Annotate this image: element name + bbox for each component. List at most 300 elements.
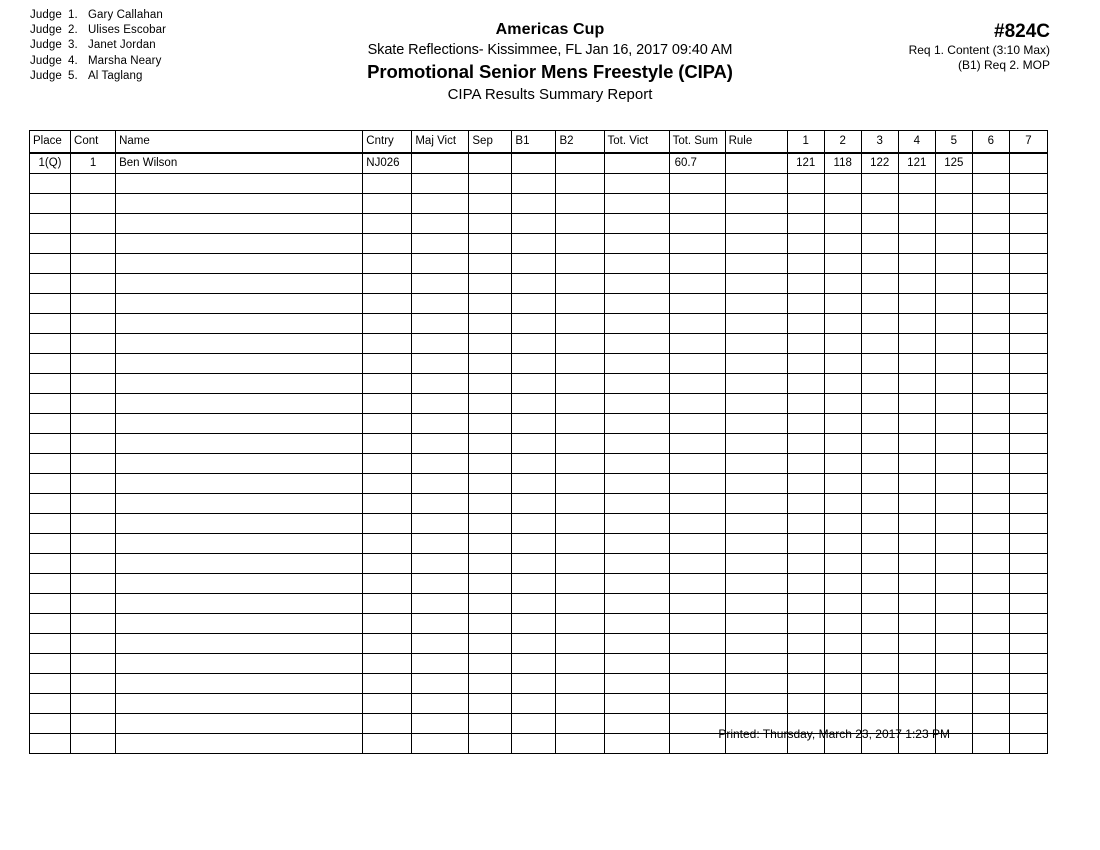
table-row-empty[interactable] bbox=[30, 634, 1048, 654]
cell-empty bbox=[512, 174, 556, 194]
column-header-b1: B1 bbox=[512, 131, 556, 154]
cell-empty bbox=[116, 554, 363, 574]
judge-name: Gary Callahan bbox=[88, 9, 163, 21]
cell-empty bbox=[30, 494, 71, 514]
cell-empty bbox=[935, 254, 972, 274]
cell-empty bbox=[972, 494, 1009, 514]
judge-number: 3. bbox=[68, 39, 78, 52]
cell-empty bbox=[556, 434, 604, 454]
cell-empty bbox=[972, 374, 1009, 394]
cell-empty bbox=[898, 454, 935, 474]
table-row-empty[interactable] bbox=[30, 214, 1048, 234]
cell-empty bbox=[30, 434, 71, 454]
cell-empty bbox=[787, 474, 824, 494]
cell-empty bbox=[898, 214, 935, 234]
cell-empty bbox=[30, 374, 71, 394]
cell-empty bbox=[861, 214, 898, 234]
cell-empty bbox=[1009, 434, 1047, 454]
table-row-empty[interactable] bbox=[30, 334, 1048, 354]
cell-empty bbox=[469, 534, 512, 554]
cell-judge-score-5: 125 bbox=[935, 153, 972, 174]
cell-empty bbox=[935, 694, 972, 714]
cell-empty bbox=[116, 454, 363, 474]
column-header-sep: Sep bbox=[469, 131, 512, 154]
cell-empty bbox=[30, 474, 71, 494]
cell-empty bbox=[469, 374, 512, 394]
cell-empty bbox=[1009, 674, 1047, 694]
cell-empty bbox=[669, 594, 725, 614]
judge-name: Al Taglang bbox=[88, 69, 143, 82]
cell-empty bbox=[935, 294, 972, 314]
cell-empty bbox=[556, 394, 604, 414]
cell-empty bbox=[71, 654, 116, 674]
cell-empty bbox=[972, 294, 1009, 314]
cell-empty bbox=[469, 614, 512, 634]
cell-empty bbox=[412, 314, 469, 334]
cell-empty bbox=[1009, 374, 1047, 394]
cell-empty bbox=[787, 634, 824, 654]
table-row-empty[interactable] bbox=[30, 434, 1048, 454]
cell-empty bbox=[30, 194, 71, 214]
cell-empty bbox=[1009, 394, 1047, 414]
cell-empty bbox=[116, 254, 363, 274]
cell-empty bbox=[116, 294, 363, 314]
table-row-empty[interactable] bbox=[30, 614, 1048, 634]
cell-empty bbox=[898, 574, 935, 594]
cell-empty bbox=[71, 614, 116, 634]
cell-empty bbox=[412, 294, 469, 314]
cell-empty bbox=[824, 374, 861, 394]
cell-empty bbox=[861, 174, 898, 194]
cell-empty bbox=[512, 274, 556, 294]
cell-empty bbox=[556, 574, 604, 594]
table-row-empty[interactable] bbox=[30, 654, 1048, 674]
table-row-empty[interactable] bbox=[30, 394, 1048, 414]
cell-empty bbox=[469, 354, 512, 374]
cell-empty bbox=[556, 414, 604, 434]
cell-empty bbox=[30, 514, 71, 534]
cell-empty bbox=[787, 594, 824, 614]
cell-empty bbox=[604, 274, 669, 294]
cell-empty bbox=[604, 654, 669, 674]
table-row-empty[interactable] bbox=[30, 454, 1048, 474]
cell-judge-score-2: 118 bbox=[824, 153, 861, 174]
cell-empty bbox=[512, 314, 556, 334]
event-title: Americas Cup bbox=[495, 21, 605, 38]
cell-empty bbox=[787, 174, 824, 194]
table-row-empty[interactable] bbox=[30, 594, 1048, 614]
cell-empty bbox=[824, 674, 861, 694]
cell-empty bbox=[669, 354, 725, 374]
table-row-empty[interactable] bbox=[30, 534, 1048, 554]
table-row[interactable] bbox=[30, 153, 1048, 174]
cell-empty bbox=[898, 494, 935, 514]
cell-empty bbox=[787, 674, 824, 694]
cell-empty bbox=[71, 314, 116, 334]
cell-empty bbox=[898, 694, 935, 714]
cell-empty bbox=[469, 634, 512, 654]
cell-empty bbox=[861, 654, 898, 674]
column-header-rule: Rule bbox=[725, 131, 787, 154]
table-row-empty[interactable] bbox=[30, 294, 1048, 314]
cell-empty bbox=[935, 234, 972, 254]
cell-empty bbox=[30, 294, 71, 314]
cell-empty bbox=[972, 554, 1009, 574]
cell-empty bbox=[669, 474, 725, 494]
cell-empty bbox=[1009, 614, 1047, 634]
cell-empty bbox=[824, 574, 861, 594]
cell-empty bbox=[71, 554, 116, 574]
cell-empty bbox=[725, 274, 787, 294]
cell-empty bbox=[972, 474, 1009, 494]
cell-empty bbox=[972, 574, 1009, 594]
table-row-empty[interactable] bbox=[30, 234, 1048, 254]
cell-empty bbox=[412, 254, 469, 274]
cell-empty bbox=[898, 414, 935, 434]
cell-empty bbox=[363, 394, 412, 414]
cell-empty bbox=[725, 574, 787, 594]
judge-number: 2. bbox=[68, 24, 78, 37]
cell-empty bbox=[725, 314, 787, 334]
judge-label: Judge bbox=[30, 54, 62, 67]
cell-empty bbox=[898, 594, 935, 614]
column-header-7: 7 bbox=[1009, 131, 1047, 154]
cell-empty bbox=[116, 654, 363, 674]
table-row-empty[interactable] bbox=[30, 254, 1048, 274]
column-header-tot-vict: Tot. Vict bbox=[604, 131, 669, 154]
cell-empty bbox=[1009, 654, 1047, 674]
cell-empty bbox=[556, 174, 604, 194]
table-row-empty[interactable] bbox=[30, 314, 1048, 334]
cell-empty bbox=[1009, 534, 1047, 554]
cell-empty bbox=[972, 514, 1009, 534]
cell-empty bbox=[935, 274, 972, 294]
cell-empty bbox=[824, 634, 861, 654]
cell-empty bbox=[556, 474, 604, 494]
cell-empty bbox=[861, 234, 898, 254]
cell-empty bbox=[972, 434, 1009, 454]
cell-empty bbox=[1009, 314, 1047, 334]
cell-empty bbox=[861, 194, 898, 214]
cell-empty bbox=[669, 374, 725, 394]
cell-empty bbox=[824, 614, 861, 634]
column-header-place: Place bbox=[30, 131, 71, 154]
cell-empty bbox=[604, 394, 669, 414]
cell-empty bbox=[935, 174, 972, 194]
cell-empty bbox=[412, 674, 469, 694]
table-row-empty[interactable] bbox=[30, 414, 1048, 434]
cell-empty bbox=[861, 394, 898, 414]
cell-empty bbox=[725, 174, 787, 194]
cell-empty bbox=[412, 334, 469, 354]
cell-empty bbox=[556, 554, 604, 574]
cell-empty bbox=[30, 314, 71, 334]
cell-empty bbox=[725, 514, 787, 534]
cell-empty bbox=[512, 294, 556, 314]
cell-empty bbox=[787, 694, 824, 714]
cell-empty bbox=[363, 174, 412, 194]
cell-empty bbox=[725, 294, 787, 314]
cell-empty bbox=[669, 514, 725, 534]
cell-empty bbox=[469, 434, 512, 454]
cell-empty bbox=[116, 414, 363, 434]
cell-empty bbox=[1009, 634, 1047, 654]
cell-empty bbox=[935, 394, 972, 414]
cell-empty bbox=[512, 354, 556, 374]
cell-empty bbox=[725, 334, 787, 354]
cell-empty bbox=[512, 374, 556, 394]
cell-empty bbox=[363, 594, 412, 614]
requirement-1: Req 1. Content (3:10 Max) bbox=[908, 43, 1050, 57]
cell-empty bbox=[412, 554, 469, 574]
cell-empty bbox=[604, 574, 669, 594]
cell-empty bbox=[787, 494, 824, 514]
cell-empty bbox=[669, 234, 725, 254]
cell-empty bbox=[725, 614, 787, 634]
cell-empty bbox=[1009, 574, 1047, 594]
cell-empty bbox=[898, 634, 935, 654]
cell-empty bbox=[512, 574, 556, 594]
column-header-3: 3 bbox=[861, 131, 898, 154]
cell-empty bbox=[935, 334, 972, 354]
cell-empty bbox=[669, 334, 725, 354]
cell-empty bbox=[71, 254, 116, 274]
table-row-empty[interactable] bbox=[30, 494, 1048, 514]
cell-empty bbox=[363, 694, 412, 714]
table-row-empty[interactable] bbox=[30, 174, 1048, 194]
table-row-empty[interactable] bbox=[30, 354, 1048, 374]
cell-empty bbox=[71, 574, 116, 594]
table-row-empty[interactable] bbox=[30, 554, 1048, 574]
cell-empty bbox=[898, 674, 935, 694]
cell-empty bbox=[972, 314, 1009, 334]
cell-empty bbox=[71, 594, 116, 614]
cell-rule bbox=[725, 153, 787, 174]
cell-empty bbox=[469, 454, 512, 474]
cell-empty bbox=[30, 674, 71, 694]
cell-empty bbox=[412, 274, 469, 294]
cell-empty bbox=[363, 614, 412, 634]
cell-empty bbox=[787, 434, 824, 454]
cell-empty bbox=[412, 534, 469, 554]
cell-empty bbox=[71, 454, 116, 474]
cell-empty bbox=[935, 354, 972, 374]
cell-empty bbox=[512, 334, 556, 354]
table-row-empty[interactable] bbox=[30, 374, 1048, 394]
cell-empty bbox=[469, 694, 512, 714]
cell-empty bbox=[935, 494, 972, 514]
cell-empty bbox=[30, 254, 71, 274]
cell-empty bbox=[116, 534, 363, 554]
cell-empty bbox=[469, 514, 512, 534]
cell-cntry: NJ026 bbox=[363, 153, 412, 174]
table-row-empty[interactable] bbox=[30, 194, 1048, 214]
cell-empty bbox=[469, 294, 512, 314]
cell-empty bbox=[116, 334, 363, 354]
cell-empty bbox=[935, 454, 972, 474]
cell-empty bbox=[861, 474, 898, 494]
cell-empty bbox=[469, 234, 512, 254]
cell-empty bbox=[556, 374, 604, 394]
cell-empty bbox=[71, 494, 116, 514]
cell-empty bbox=[469, 654, 512, 674]
cell-empty bbox=[71, 234, 116, 254]
cell-empty bbox=[787, 534, 824, 554]
cell-empty bbox=[556, 354, 604, 374]
cell-empty bbox=[556, 294, 604, 314]
cell-empty bbox=[669, 494, 725, 514]
cell-empty bbox=[469, 554, 512, 574]
cell-empty bbox=[861, 494, 898, 514]
cell-empty bbox=[363, 454, 412, 474]
cell-empty bbox=[824, 474, 861, 494]
cell-empty bbox=[669, 414, 725, 434]
cell-empty bbox=[30, 694, 71, 714]
cell-b2 bbox=[556, 153, 604, 174]
table-row-empty[interactable] bbox=[30, 274, 1048, 294]
cell-empty bbox=[71, 214, 116, 234]
cell-empty bbox=[861, 614, 898, 634]
cell-empty bbox=[972, 534, 1009, 554]
cell-empty bbox=[787, 374, 824, 394]
cell-empty bbox=[669, 614, 725, 634]
cell-empty bbox=[604, 314, 669, 334]
column-header-2: 2 bbox=[824, 131, 861, 154]
cell-empty bbox=[935, 594, 972, 614]
cell-empty bbox=[30, 534, 71, 554]
cell-empty bbox=[363, 314, 412, 334]
cell-empty bbox=[935, 374, 972, 394]
cell-empty bbox=[898, 174, 935, 194]
table-row-empty[interactable] bbox=[30, 574, 1048, 594]
column-header-1: 1 bbox=[787, 131, 824, 154]
cell-empty bbox=[71, 394, 116, 414]
cell-empty bbox=[116, 194, 363, 214]
cell-empty bbox=[1009, 414, 1047, 434]
cell-empty bbox=[669, 674, 725, 694]
cell-empty bbox=[512, 474, 556, 494]
cell-empty bbox=[861, 634, 898, 654]
cell-empty bbox=[363, 654, 412, 674]
cell-empty bbox=[71, 514, 116, 534]
table-body bbox=[30, 153, 1048, 754]
cell-empty bbox=[469, 674, 512, 694]
cell-empty bbox=[604, 194, 669, 214]
cell-empty bbox=[725, 254, 787, 274]
cell-judge-score-4: 121 bbox=[898, 153, 935, 174]
cell-empty bbox=[1009, 694, 1047, 714]
cell-empty bbox=[512, 234, 556, 254]
table-row-empty[interactable] bbox=[30, 474, 1048, 494]
cell-empty bbox=[469, 494, 512, 514]
cell-empty bbox=[469, 414, 512, 434]
cell-empty bbox=[898, 234, 935, 254]
cell-empty bbox=[669, 534, 725, 554]
cell-empty bbox=[824, 594, 861, 614]
cell-empty bbox=[972, 654, 1009, 674]
cell-empty bbox=[1009, 174, 1047, 194]
cell-empty bbox=[824, 514, 861, 534]
cell-empty bbox=[972, 614, 1009, 634]
cell-empty bbox=[412, 394, 469, 414]
cell-empty bbox=[669, 574, 725, 594]
cell-empty bbox=[604, 234, 669, 254]
cell-empty bbox=[898, 194, 935, 214]
cell-empty bbox=[861, 514, 898, 534]
cell-empty bbox=[412, 454, 469, 474]
table-row-empty[interactable] bbox=[30, 694, 1048, 714]
cell-empty bbox=[972, 594, 1009, 614]
cell-empty bbox=[898, 294, 935, 314]
table-row-empty[interactable] bbox=[30, 514, 1048, 534]
cell-empty bbox=[412, 414, 469, 434]
cell-empty bbox=[725, 354, 787, 374]
cell-empty bbox=[116, 674, 363, 694]
column-header-cntry: Cntry bbox=[363, 131, 412, 154]
cell-empty bbox=[669, 314, 725, 334]
cell-empty bbox=[469, 254, 512, 274]
cell-empty bbox=[1009, 194, 1047, 214]
cell-empty bbox=[30, 614, 71, 634]
cell-empty bbox=[1009, 474, 1047, 494]
cell-empty bbox=[972, 214, 1009, 234]
cell-empty bbox=[725, 394, 787, 414]
cell-empty bbox=[935, 654, 972, 674]
cell-empty bbox=[787, 454, 824, 474]
cell-empty bbox=[725, 374, 787, 394]
cell-empty bbox=[861, 294, 898, 314]
cell-empty bbox=[1009, 454, 1047, 474]
cell-empty bbox=[787, 414, 824, 434]
column-header-4: 4 bbox=[898, 131, 935, 154]
cell-empty bbox=[512, 634, 556, 654]
cell-empty bbox=[469, 314, 512, 334]
cell-empty bbox=[71, 694, 116, 714]
cell-empty bbox=[669, 634, 725, 654]
cell-empty bbox=[669, 294, 725, 314]
cell-empty bbox=[824, 534, 861, 554]
column-header-tot-sum: Tot. Sum bbox=[669, 131, 725, 154]
cell-tot-sum: 60.7 bbox=[669, 153, 725, 174]
table-row-empty[interactable] bbox=[30, 674, 1048, 694]
cell-empty bbox=[116, 214, 363, 234]
cell-tot-vict bbox=[604, 153, 669, 174]
cell-empty bbox=[469, 334, 512, 354]
cell-empty bbox=[972, 634, 1009, 654]
cell-empty bbox=[604, 454, 669, 474]
cell-empty bbox=[116, 354, 363, 374]
cell-empty bbox=[824, 654, 861, 674]
cell-empty bbox=[556, 334, 604, 354]
cell-empty bbox=[824, 494, 861, 514]
cell-empty bbox=[669, 194, 725, 214]
cell-empty bbox=[116, 374, 363, 394]
cell-empty bbox=[861, 274, 898, 294]
cell-empty bbox=[861, 574, 898, 594]
cell-empty bbox=[669, 254, 725, 274]
cell-empty bbox=[669, 394, 725, 414]
division-title: Promotional Senior Mens Freestyle (CIPA) bbox=[367, 61, 733, 82]
cell-empty bbox=[412, 654, 469, 674]
cell-maj-vict bbox=[412, 153, 469, 174]
cell-empty bbox=[512, 514, 556, 534]
cell-empty bbox=[861, 334, 898, 354]
cell-empty bbox=[71, 334, 116, 354]
cell-empty bbox=[604, 254, 669, 274]
cell-empty bbox=[898, 334, 935, 354]
cell-empty bbox=[363, 554, 412, 574]
cell-empty bbox=[604, 554, 669, 574]
